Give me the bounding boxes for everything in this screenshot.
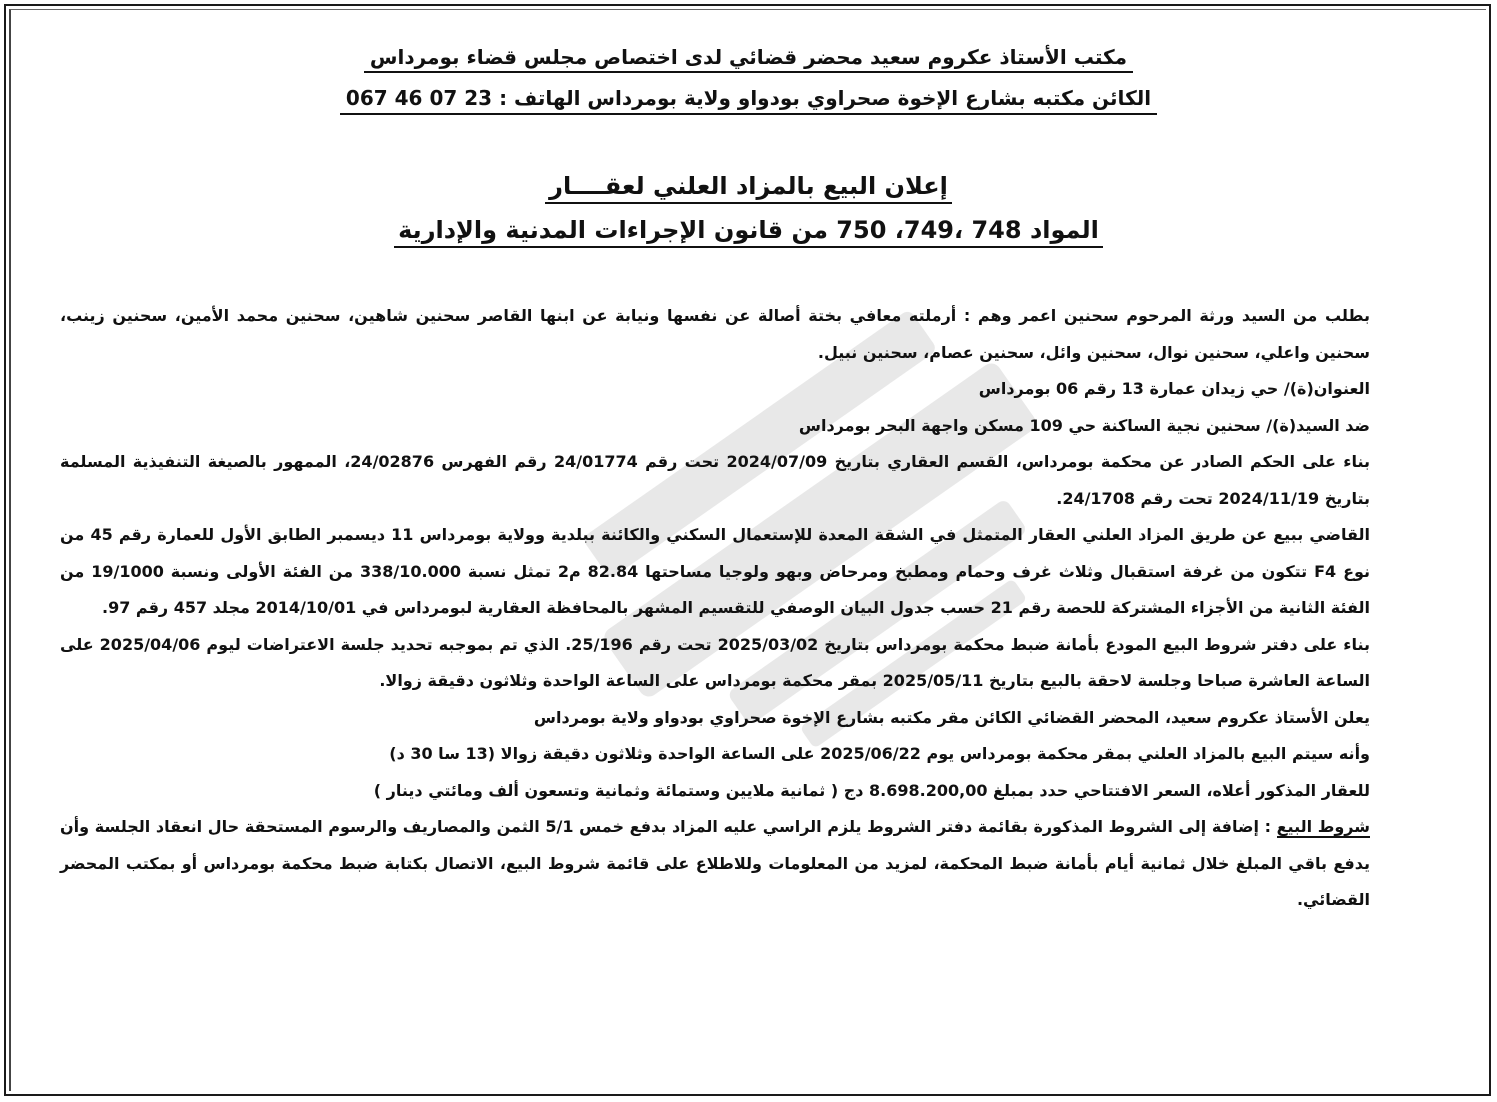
office-address-line: الكائن مكتبه بشارع الإخوة صحراوي بودواو ولاية بومرداس الهاتف : 23 07 46 067: [0, 86, 1497, 110]
conditions-book-paragraph: بناء على دفتر شروط البيع المودع بأمانة ضبط محكمة بومرداس بتاريخ 2025/03/02 تحت رقم 25/196. الذي تم بموجبه تحديد جلسة الاعتراضات ليوم 2025/04/06 على الساعة العاشرة صباحا وجلسة لاحقة بالبيع بتاريخ 2025/05/11 بمقر محكمة بومرداس على الساعة الواحدة وثلاثون دقيقة زوالا.: [60, 634, 1371, 690]
sale-terms-label: شروط البيع: [1276, 817, 1370, 836]
sale-date-line: وأنه سيتم البيع بالمزاد العلني بمقر محكمة بومرداس يوم 2025/06/22 على الساعة الواحدة وثلاثون دقيقة زوالا (13 سا 30 د): [389, 744, 1370, 763]
opening-price-line: للعقار المذكور أعلاه، السعر الافتتاحي حدد بمبلغ 8.698.200,00 دج ( ثمانية ملايين وستمائة وثمانية وتسعون ألف ومائتي دينار ): [373, 780, 1370, 800]
defendant-line: ضد السيد(ة)/ سحنين نجية الساكنة حي 109 مسكن واجهة البحر بومرداس: [798, 415, 1370, 435]
sale-terms-text: : إضافة إلى الشروط المذكورة بقائمة دفتر الشروط يلزم الراسي عليه المزاد بدفع خمس 5/1 الثمن والمصاريف والرسوم المستحقة حال انعقاد الجلسة وأن يدفع باقي المبلغ خلال ثمانية أيام بأمانة ضبط المحكمة، لمزيد من المعلومات وللاطلاع على قائمة شروط البيع، الاتصال بكتابة ضبط محكمة بومرداس أو بمكتب المحضر القضائي.: [60, 817, 1370, 909]
sale-terms-paragraph: [60, 809, 1370, 919]
property-paragraph: القاضي ببيع عن طريق المزاد العلني العقار المتمثل في الشقة المعدة للإستعمال السكني والكائنة ببلدية وولاية بومرداس 11 ديسمبر الطابق الأول للعمارة رقم 45 من نوع F4 تتكون من غرفة استقبال وثلاث غرف وحمام ومطبخ ومرحاض وبهو ولوجيا مساحتها 82.84 م2 تمثل نسبة 338/10.000 من الفئة الأولى ونسبة 19/1000 من الفئة الثانية من الأجزاء المشتركة للحصة رقم 21 حسب جدول البيان الوصفي للتقسيم المشهر بالمحافظة العقارية لبومرداس في 2014/10/01 مجلد 457 رقم 97.: [60, 525, 1371, 617]
announcement-body: [60, 298, 1370, 919]
office-line: مكتب الأستاذ عكروم سعيد محضر قضائي لدى اختصاص مجلس قضاء بومرداس: [0, 45, 1497, 69]
announcement-title: إعلان البيع بالمزاد العلني لعقــــار: [0, 172, 1497, 200]
legal-articles-title: المواد 748 ،749، 750 من قانون الإجراءات المدنية والإدارية: [0, 216, 1497, 244]
judgment-paragraph: بناء على الحكم الصادر عن محكمة بومرداس، القسم العقاري بتاريخ 2024/07/09 تحت رقم 24/01774 رقم الفهرس 24/02876، الممهور بالصيغة التنفيذية المسلمة بتاريخ 2024/11/19 تحت رقم 24/1708.: [60, 452, 1370, 508]
bailiff-announcement: يعلن الأستاذ عكروم سعيد، المحضر القضائي الكائن مقر مكتبه بشارع الإخوة صحراوي بودواو ولاية بومرداس: [533, 707, 1370, 727]
requesters-paragraph: بطلب من السيد ورثة المرحوم سحنين اعمر وهم : أرملته معافي بختة أصالة عن نفسها ونيابة عن ابنها القاصر سحنين شاهين، سحنين محمد الأمين، سحنين زينب، سحنين واعلي، سحنين نوال، سحنين وائل، سحنين عصام، سحنين نبيل.: [60, 306, 1370, 362]
requesters-address: العنوان(ة)/ حي زيدان عمارة 13 رقم 06 بومرداس: [978, 379, 1370, 398]
